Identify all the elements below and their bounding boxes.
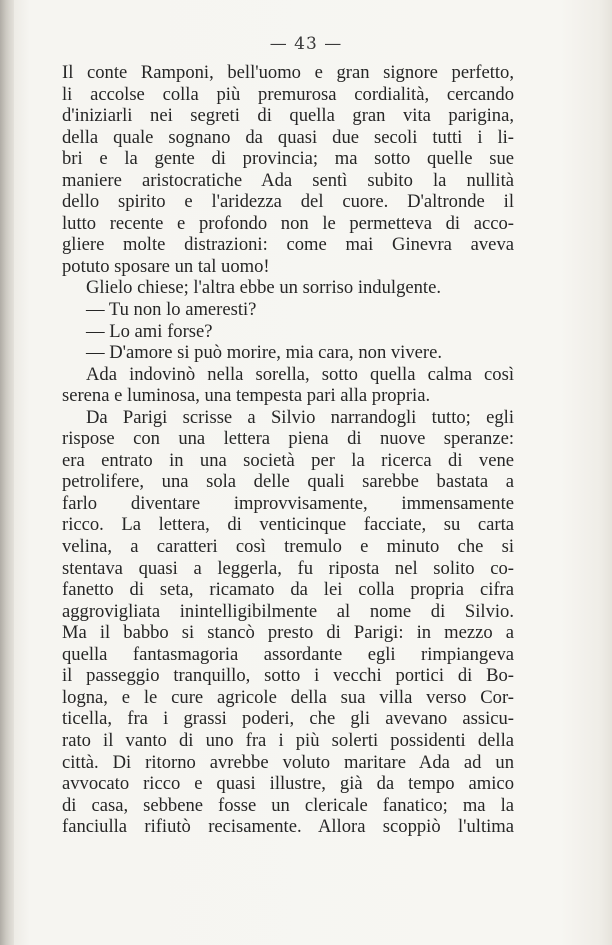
text-line: logna, e le cure agricole della sua villa verso Cor-: [62, 686, 514, 708]
text-line: il passeggio tranquillo, sotto i vecchi portici di Bo-: [62, 665, 514, 687]
text-line: ticella, fra i grassi poderi, che gli avevano assicu-: [62, 708, 514, 730]
page-binding-shadow: [0, 0, 14, 945]
text-line: gliere molte distrazioni: come mai Ginevra aveva: [62, 234, 514, 256]
text-line: Ma il babbo si stancò presto di Parigi: in mezzo a: [62, 622, 514, 644]
text-line: farlo diventare improvvisamente, immensamente: [62, 492, 514, 514]
text-line: li accolse colla più premurosa cordialità, cercando: [62, 83, 514, 105]
text-line: ricco. La lettera, di venticinque facciate, su carta: [62, 514, 514, 536]
text-line: potuto sposare un tal uomo!: [62, 255, 270, 277]
text-line: petrolifere, una sola delle quali sarebbe bastata a: [62, 471, 514, 493]
text-line: serena e luminosa, una tempesta pari alla propria.: [62, 385, 431, 407]
text-line: Ada indovinò nella sorella, sotto quella calma così: [86, 363, 514, 385]
text-line: stentava quasi a leggerla, fu riposta nel solito co-: [62, 557, 514, 579]
text-line: fanetto di seta, ricamato da lei colla propria cifra: [62, 579, 514, 601]
body-text: [62, 62, 514, 838]
text-line: lutto recente e profondo non le permetteva di acco-: [62, 212, 514, 234]
text-line: avvocato ricco e quasi illustre, già da tempo amico: [62, 773, 514, 795]
text-line: città. Di ritorno avrebbe voluto maritare Ada ad un: [62, 751, 514, 773]
text-line: quella fantasmagoria assordante egli rimpiangeva: [62, 643, 514, 665]
text-line: fanciulla rifiutò recisamente. Allora scoppiò l'ultima: [62, 816, 514, 838]
text-line: della quale sognano da quasi due secoli tutti i li-: [62, 126, 514, 148]
text-line: dello spirito e l'aridezza del cuore. D'altronde il: [62, 191, 514, 213]
text-line: — Lo ami forse?: [86, 320, 213, 342]
text-line: — D'amore si può morire, mia cara, non vivere.: [86, 342, 442, 364]
text-line: rispose con una lettera piena di nuove speranze:: [62, 428, 514, 450]
text-line: d'iniziarli nei segreti di quella gran vita parigina,: [62, 105, 514, 127]
text-line: Il conte Ramponi, bell'uomo e gran signore perfetto,: [62, 62, 514, 83]
text-line: velina, a caratteri così tremulo e minuto che si: [62, 536, 514, 558]
text-line: era entrato in una società per la ricerca di vene: [62, 449, 514, 471]
text-line: Glielo chiese; l'altra ebbe un sorriso indulgente.: [86, 277, 441, 299]
page-number: — 43 —: [269, 34, 343, 54]
text-line: aggrovigliata inintelligibilmente al nome di Silvio.: [62, 600, 514, 622]
text-line: — Tu non lo ameresti?: [86, 299, 257, 321]
text-line: bri e la gente di provincia; ma sotto quelle sue: [62, 148, 514, 170]
text-line: rato il vanto di uno fra i più solerti possidenti della: [62, 729, 514, 751]
text-line: Da Parigi scrisse a Silvio narrandogli tutto; egli: [86, 406, 514, 428]
text-line: di casa, sebbene fosse un clericale fanatico; ma la: [62, 794, 514, 816]
text-line: maniere aristocratiche Ada sentì subito la nullità: [62, 169, 514, 191]
